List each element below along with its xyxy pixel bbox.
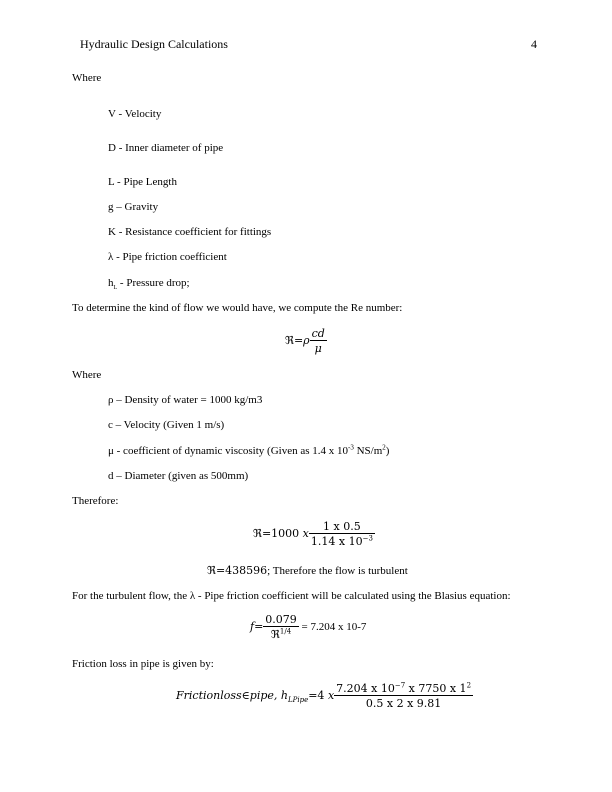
blasius-result: = 7.204 x 10-7: [298, 621, 367, 633]
blasius-intro: For the turbulent flow, the λ - Pipe friction coefficient will be calculated using the Blasius equation:: [72, 590, 511, 602]
re-result-value: ℜ=438596: [207, 564, 268, 577]
friction-eq: =4: [308, 689, 325, 702]
variable-diameter: D - Inner diameter of pipe: [108, 142, 224, 154]
re-result-text: ; Therefore the flow is turbulent: [267, 565, 408, 577]
where-label-1: Where: [72, 72, 102, 84]
friction-numerator: 7.204 x $10^{-7}$ x 7750 x $1^2$: [336, 681, 472, 695]
re-variable-velocity: c – Velocity (Given 1 m/s): [108, 419, 225, 431]
where-label-2: Where: [72, 369, 102, 381]
re-variable-diameter: d – Diameter (given as 500mm): [108, 470, 249, 482]
friction-denominator: 0.5 x 2 x 9.81: [365, 697, 442, 710]
re-calc-denominator: 1.14 x $10^{-3}$: [310, 534, 373, 548]
re-result: [207, 565, 408, 577]
page-number: 4: [531, 37, 537, 51]
variable-friction-coefficient: λ - Pipe friction coefficient: [108, 251, 227, 263]
blasius-lhs: f: [250, 620, 255, 633]
therefore-label: Therefore:: [72, 495, 119, 507]
blasius-denominator: ℜ$^{1/4}$: [270, 627, 292, 641]
friction-times: x: [327, 689, 335, 702]
pressure-drop-symbol: h: [108, 277, 114, 289]
re-denominator: μ: [314, 342, 322, 355]
re-formula: [285, 328, 327, 354]
variable-pressure-drop: [108, 277, 190, 292]
variable-resistance: K - Resistance coefficient for fittings: [108, 226, 272, 238]
re-intro: To determine the kind of flow we would have, we compute the Re number:: [72, 302, 403, 314]
friction-lhs: Frictionloss∈pipe, h: [176, 689, 288, 702]
re-rho: ρ: [303, 334, 310, 347]
variable-length: L - Pipe Length: [108, 176, 177, 188]
re-numerator: cd: [311, 327, 325, 340]
re-calc-lhs: ℜ=1000: [253, 527, 300, 540]
re-variable-viscosity: μ - coefficient of dynamic viscosity (Given as 1.4 x $10^{-3}$ $NS/m^2$): [108, 443, 390, 457]
friction-lhs-subscript: LPipe: [287, 696, 309, 705]
pressure-drop-subscript: L: [113, 285, 118, 292]
re-calculation: [253, 521, 375, 547]
friction-formula: [176, 683, 473, 709]
blasius-numerator: 0.079: [265, 613, 297, 626]
variable-gravity: g – Gravity: [108, 201, 159, 213]
friction-intro: Friction loss in pipe is given by:: [72, 658, 214, 670]
re-calc-numerator: 1 x 0.5: [309, 521, 375, 534]
variable-velocity: V - Velocity: [108, 108, 162, 120]
re-variable-density: ρ – Density of water = 1000 kg/m3: [108, 394, 263, 406]
header-title: Hydraulic Design Calculations: [80, 37, 228, 51]
re-calc-times: x: [302, 527, 309, 540]
re-lhs: ℜ=: [285, 334, 304, 347]
blasius-eq: =: [254, 620, 264, 633]
blasius-formula: [250, 614, 366, 640]
pressure-drop-text: - Pressure drop;: [117, 277, 190, 289]
